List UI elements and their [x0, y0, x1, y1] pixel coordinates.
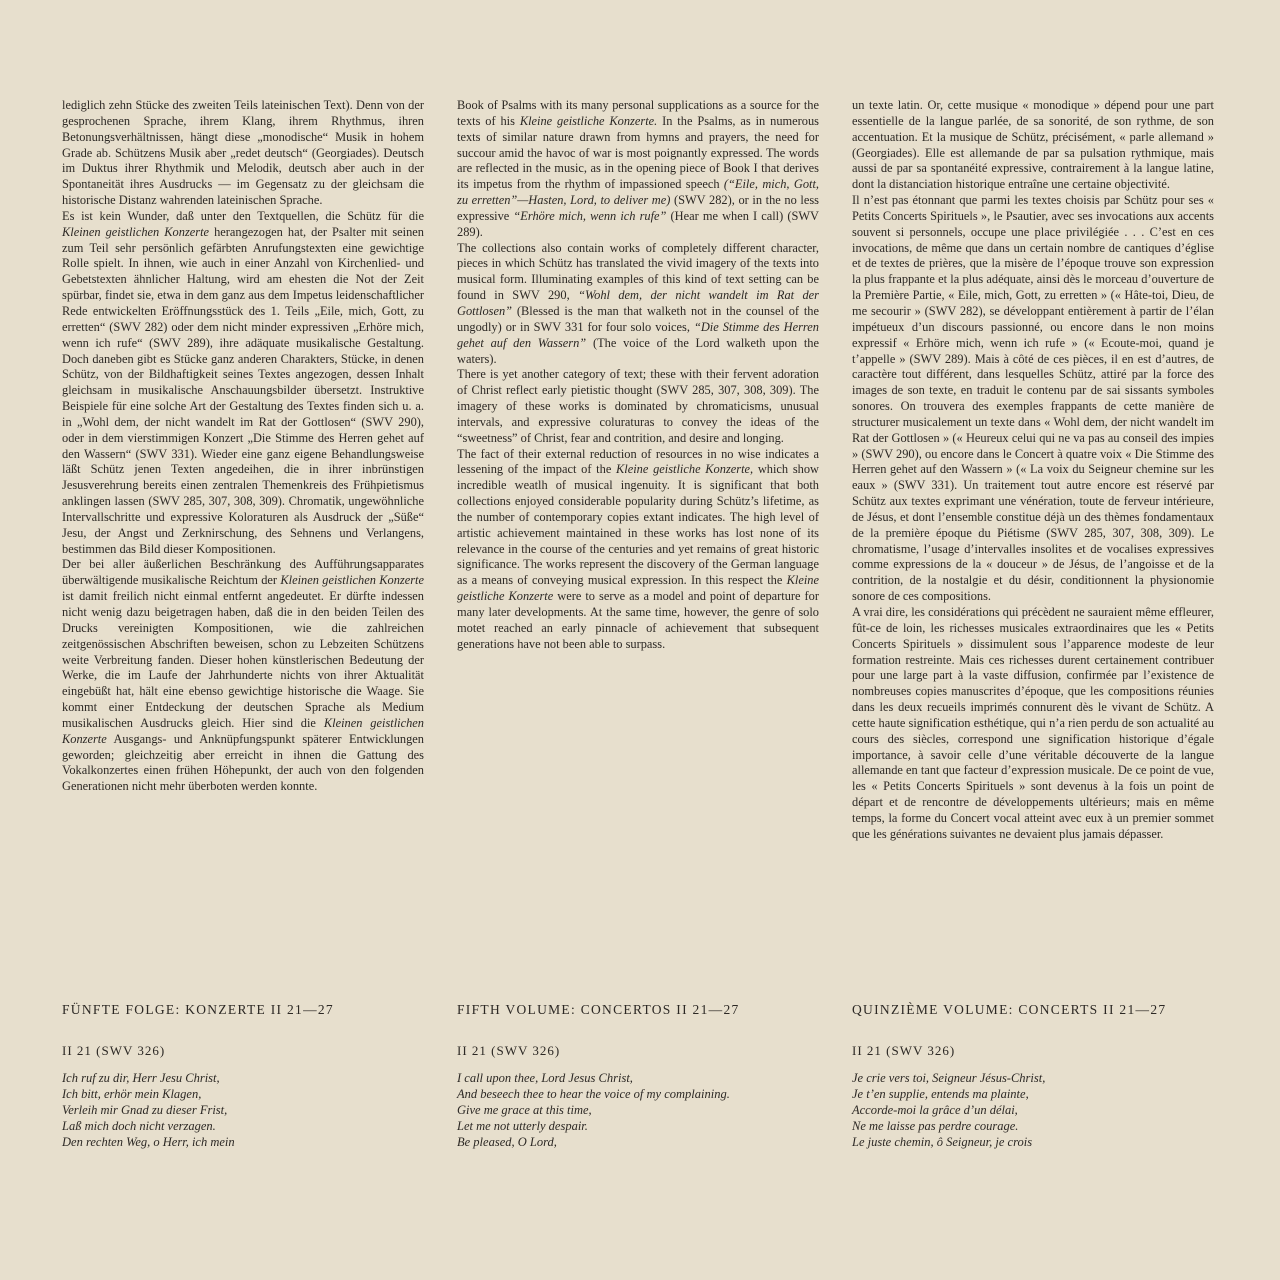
paragraph-text: Il n’est pas étonnant que parmi les textes choisis par Schütz pour ses « Petits Concerts Spirituels », le Psautier, avec ses invocations aux accents souvent si personnels, occupe une place privilégiée . . . C’est en ces invocations, de même que dans un certain nombre de cantiques d’église et de textes de prières, que la misère de l’époque trouve son expression la plus frappante et la plus adéquate, ainsi dès le morceau d’ouverture de la Première Partie, « Eile, mich, Gott, zu erretten » (« Hâte-toi, Dieu, de me secourir » (SWV 282), se développant entièrement à partir de l’élan impétueux d’un discours passionné, ou encore dans le non moins expressif « Erhöre mich, wenn ich rufe » (« Ecoute-moi, quand je t’appelle » (SWV 289). Mais à côté de ces pièces, il en est d’autres, de caractère tout différent, dans lesquelles Schütz, attiré par la force des images de son texte, en traduit le contenu par de sai sissants symboles sonores. On trouvera des exemples frappants de cette manière de structurer musicalement un texte dans « Wohl dem, der nicht wandelt im Rat der Gottlosen » (« Heureux celui qui ne va pas au conseil des impies » (SWV 290), ou encore dans le Concert à quatre voix « Die Stimme des Herren gehet auf den Wassern » (« La voix du Seigneur chemine sur les eaux » (SWV 331). Un traitement tout autre encore est réservé par Schütz aux textes exprimant une vénération, toute de ferveur intérieure, de Jésus, et dont l’ensemble constitue déjà un des thèmes fondamentaux de la première époque du Piétisme (SWV 285, 307, 308, 309). Le chromatisme, l’usage d’intervalles insolites et de vocalises expressives comme expressions de la « douceur » de Jésus, de l’angoisse et de la contrition, de la nostalgie et du désir, conditionnent la physionomie sonore de ces compositions. — [852, 193, 1214, 604]
paragraph — [852, 98, 1214, 193]
italic-title-text: Kleine geistliche Konzerte. — [519, 113, 658, 128]
english-text-column — [457, 98, 819, 653]
verse-line: Ich bitt, erhör mein Klagen, — [62, 1087, 202, 1101]
paragraph-text: Der bei aller äußerlichen Beschränkung des Aufführungsapparates überwältigende musikalische Reichtum der — [62, 557, 424, 588]
paragraph-text: Ausgangs- und Anknüpfungspunkt späterer Entwicklungen geworden; gleichzeitig aber erreicht in ihnen die Gattung des Vokalkonzertes einen frühen Höhepunkt, der auch von den folgenden Generationen nicht mehr überboten werden konnte. — [62, 731, 424, 794]
verse-line: And beseech thee to hear the voice of my complaining. — [457, 1087, 730, 1101]
italic-title-text: Kleinen geistlichen Konzerte — [62, 224, 210, 239]
italic-title-text: “Erhöre mich, wenn ich rufe” — [513, 208, 667, 223]
french-work-number: II 21 (SWV 326) — [852, 1043, 956, 1058]
verse-line: Verleih mir Gnad zu dieser Frist, — [62, 1103, 228, 1117]
paragraph — [457, 98, 819, 241]
italic-title-text: Kleinen geistlichen Konzerte — [62, 715, 424, 746]
verse-line: Je crie vers toi, Seigneur Jésus-Christ, — [852, 1071, 1046, 1085]
french-volume-title: QUINZIÈME VOLUME: CONCERTS II 21—27 — [852, 1002, 1167, 1017]
english-volume-section — [457, 1000, 819, 1150]
verse-line: Be pleased, O Lord, — [457, 1135, 557, 1149]
german-volume-title: FÜNFTE FOLGE: KONZERTE II 21—27 — [62, 1002, 334, 1017]
german-text-column — [62, 98, 424, 795]
verse-line: Laß mich doch nicht verzagen. — [62, 1119, 216, 1133]
italic-title-text: (“Eile, mich, Gott, zu erretten”—Hasten, Lord, to deliver me) — [457, 177, 820, 208]
verse-line: Accorde-moi la grâce d’un délai, — [852, 1103, 1018, 1117]
verse-line: Let me not utterly despair. — [457, 1119, 588, 1133]
paragraph — [62, 557, 424, 795]
italic-title-text: Kleine geistliche Konzerte — [457, 573, 819, 604]
paragraph-text: Es ist kein Wunder, daß unter den Textquellen, die Schütz für die — [62, 208, 424, 223]
paragraph-text: There is yet another category of text; these with their fervent adoration of Christ reflect early pietistic thought (SWV 285, 307, 308, 309). The imagery of these works is dominated by chromaticisms, unusual intervals, and expressive coluraturas to convey the ideas of the “sweetness” of Christ, fear and contrition, and desire and longing. — [457, 367, 819, 445]
paragraph — [457, 447, 819, 653]
verse-line: Je t’en supplie, entends ma plainte, — [852, 1087, 1029, 1101]
paragraph-text: (The voice of the Lord walketh upon the waters). — [457, 335, 819, 366]
paragraph — [852, 605, 1214, 843]
paragraph-text: Book of Psalms with its many personal supplications as a source for the texts of his — [457, 98, 819, 128]
paragraph — [62, 98, 424, 209]
paragraph-text: (SWV 282), or in the no less expressive — [457, 193, 819, 223]
verse-line: Ne me laisse pas perdre courage. — [852, 1119, 1019, 1133]
paragraph-text: (Blessed is the man that walketh not in the counsel of the ungodly) or in SWV 331 for four solo voices, — [457, 303, 819, 334]
german-verse — [62, 1070, 424, 1150]
paragraph-text: A vrai dire, les considérations qui précèdent ne sauraient même effleurer, fût-ce de loin, les richesses musicales extraordinaires que les « Petits Concerts Spirituels » dissimulent sous l’apparence modeste de leur formation restreinte. Mais ces richesses durent certainement contribuer pour une large part à la vaste diffusion, confirmée par l’existence de nombreuses copies manuscrites d’époque, que les compositions réunies dans les deux recueils imprimés connurent dès le vivant de Schütz. A cette haute signification esthétique, qui n’a rien perdu de son actualité au cours des siècles, correspond une signification historique d’égale importance, à savoir celle d’une véritable découverte de la langue allemande en tant que facteur d’expression musicale. De ce point de vue, les « Petits Concerts Spirituels » sont devenus à la fois un point de départ et de rencontre de développements ultérieurs; mais en même temps, la forme du Concert vocal atteint avec eux à un premier sommet que les générations suivantes ne devaient plus jamais dépasser. — [852, 605, 1214, 841]
paragraph — [852, 193, 1214, 605]
verse-line: Den rechten Weg, o Herr, ich mein — [62, 1135, 235, 1149]
italic-title-text: Kleinen geistlichen Konzerte — [280, 573, 425, 588]
italic-title-text: Kleine geistliche Konzerte, — [616, 462, 754, 477]
english-work-number: II 21 (SWV 326) — [457, 1043, 561, 1058]
italic-title-text: “Wohl dem, der nicht wandelt im Rat der Gottlosen” — [457, 288, 819, 318]
paragraph — [457, 241, 819, 368]
paragraph-text: In the Psalms, as in numerous texts of similar nature drawn from hymns and prayers, the need for succour amid the havoc of war is most poignantly expressed. The words are reflected in the music, as in the opening piece of Book I that derives its impetus from the rhythm of impassioned speech — [457, 113, 819, 192]
german-volume-section — [62, 1000, 424, 1150]
paragraph-text: The collections also contain works of completely different character, pieces in which Schütz has translated the vivid imagery of the texts into musical form. Illuminating examples of this kind of text setting can be found in SWV 290, — [457, 240, 819, 303]
paragraph-text: The fact of their external reduction of resources in no wise indicates a lessening of the impact of the — [457, 446, 819, 477]
paragraph-text: herangezogen hat, der Psalter mit seinen zum Teil sehr persönlich gefärbten Anrufungstexten eine gewichtige Rolle spielt. In ihnen, wie auch in einer Anzahl von Kirchenlied- und Gebetstexten ähnlicher Haltung, wird am ehesten die Not der Zeit spürbar, findet sie, etwa in dem ganz aus dem Impetus leidenschaftlicher Rede entwickelten Eröffnungsstück des 1. Teils „Eile, mich, Gott, zu erretten“ (SWV 282) oder dem nicht minder expressiven „Erhöre mich, wenn ich rufe“ (SWV 289), ihre adäquate musikalische Gestaltung. Doch daneben gibt es Stücke ganz anderen Charakters, Stücke, in denen Schütz, von der Bildhaftigkeit seines Textes angezogen, dessen Inhalt gleichsam in musikalische Anschauungsbilder übersetzt. Instruktive Beispiele für eine solche Art der Gestaltung des Textes finden sich u. a. in „Wohl dem, der nicht wandelt im Rat der Gottlosen“ (SWV 290), oder in dem vierstimmigen Konzert „Die Stimme des Herren gehet auf den Wassern“ (SWV 331). Wieder eine ganz eigene Behandlungsweise läßt Schütz jenen Texten angedeihen, die in ihrer inbrünstigen Jesusverehrung bereits einen zentralen Themenkreis des Frühpietismus anklingen lassen (SWV 285, 307, 308, 309). Chromatik, ungewöhnliche Intervallschritte und expressive Koloraturen als Ausdruck der „Süße“ Jesu, der Angst und Zerknirschung, des Sehnens und Verlangens, bestimmen das Bild dieser Kompositionen. — [62, 224, 424, 556]
paragraph-text: ist damit freilich nicht einmal entfernt angedeutet. Er dürfte indessen nicht wenig dazu beigetragen haben, daß die in den beiden Teilen des Drucks vereinigten Kompositionen, wie die zahlreichen zeitgenössischen Abschriften beweisen, schon zu Lebzeiten Schützens weite Verbreitung fanden. Dieser hohen künstlerischen Bedeutung der Werke, die im Laufe der Jahrhunderte nichts von ihrer Aktualität eingebüßt hat, hält eine ebenso gewichtige historische die Waage. Sie kommt einer Entdeckung der deutschen Sprache als Medium musikalischen Ausdrucks gleich. Hier sind die — [62, 589, 424, 730]
french-verse — [852, 1070, 1214, 1150]
english-volume-title: FIFTH VOLUME: CONCERTOS II 21—27 — [457, 1002, 740, 1017]
paragraph-text: which show incredible weatlh of musical ingenuity. It is significant that both collections enjoyed considerable popularity during Schütz’s lifetime, as the number of contemporary copies extant indicates. The high level of artistic achievement maintained in these works has lost none of its relevance in the course of the centuries and yet remains of great historic significance. The works represent the discovery of the German language as a means of conveying musical expression. In this respect the — [457, 462, 819, 588]
italic-title-text: “Die Stimme des Herren gehet auf den Wassern” — [457, 319, 819, 350]
verse-line: I call upon thee, Lord Jesus Christ, — [457, 1071, 633, 1085]
paragraph — [457, 367, 819, 446]
verse-line: Ich ruf zu dir, Herr Jesu Christ, — [62, 1071, 220, 1085]
paragraph-text: lediglich zehn Stücke des zweiten Teils lateinischen Text). Denn von der gesprochenen Sprache, ihrem Klang, ihrem Rhythmus, ihren Betonungsverhältnissen, hängt diese „monodische“ Musik in hohem Grade ab. Schützens Musik aber „redet deutsch“ (Georgiades). Deutsch im Duktus ihrer Rhythmik und Melodik, deutsch aber auch in der Spontaneität ihres Ausdrucks — im Gegensatz zu der gleichsam die historische Distanz wahrenden lateinischen Sprache. — [62, 98, 424, 208]
paragraph-text: were to serve as a model and point of departure for many later developments. At the same time, however, the genre of solo motet reached an early pinnacle of achievement that subsequent generations have not been able to surpass. — [457, 589, 819, 651]
verse-line: Give me grace at this time, — [457, 1103, 592, 1117]
french-volume-section — [852, 1000, 1214, 1150]
verse-line: Le juste chemin, ô Seigneur, je crois — [852, 1135, 1033, 1149]
paragraph — [62, 209, 424, 558]
french-text-column — [852, 98, 1214, 843]
paragraph-text: (Hear me when I call) (SWV 289). — [457, 208, 819, 239]
german-work-number: II 21 (SWV 326) — [62, 1043, 166, 1058]
paragraph-text: un texte latin. Or, cette musique « monodique » dépend pour une part essentielle de la langue parlée, de sa sonorité, de son rythme, de son accentuation. Et la musique de Schütz, précisément, « parle allemand » (Georgiades). Elle est allemande de par sa pulsation rythmique, mais aussi de par sa spontanéité expressive, contrairement à la langue latine, dont la distanciation historique entraîne une certaine objectivité. — [852, 98, 1214, 192]
english-verse — [457, 1070, 819, 1150]
